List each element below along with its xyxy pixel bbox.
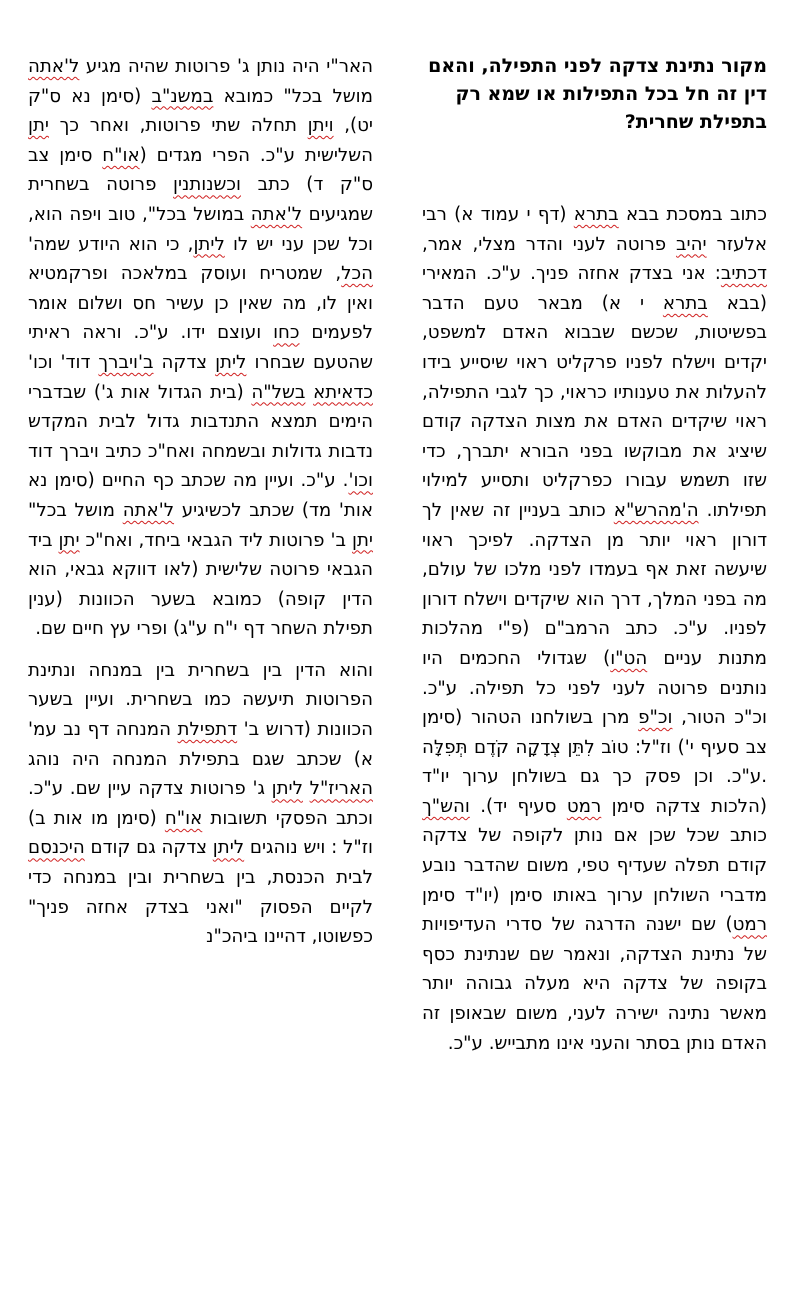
spellcheck-underlined-word: ליתן xyxy=(271,778,303,800)
left-column xyxy=(28,52,373,952)
text-run: צדקה xyxy=(153,351,216,373)
text-run: סעיף יד). xyxy=(469,795,567,817)
spellcheck-underlined-word: בתרא xyxy=(662,292,708,314)
spellcheck-underlined-word: הכל xyxy=(341,263,373,285)
text-run: . ע"כ. ועיין מה שכתב כף החיים (סימן נא אות' מד) שכתב לכשיגיע xyxy=(28,470,373,521)
spellcheck-underlined-word: וכ"פ xyxy=(638,707,673,729)
spellcheck-underlined-word: רמט xyxy=(732,914,767,936)
text-run xyxy=(303,778,310,799)
text-run: ביד הגבאי פרוטה שלישית (לאו דווקא גבאי, הוא הדין קופה) כמובא בשער הכוונות (ענין תפילת השחר דף י"ח ע"ג) ופרי עץ חיים שם. xyxy=(28,529,373,640)
body-paragraph xyxy=(28,656,373,952)
text-run: ) שם ישנה הדרגה של סדרי העדיפויות של נתינת הצדקה, ונאמר שם שנתינת כסף בקופה של צדקה היא מעלה גבוהה יותר מאשר נתינה ישירה לעני, משום שבאופן זה האדם נותן בסתר והעני אינו מתבייש. ע"כ. xyxy=(422,914,767,1054)
spellcheck-underlined-word: ל'אתה xyxy=(250,203,303,225)
spellcheck-underlined-word: ל'אתה xyxy=(28,56,80,77)
text-run: ועוצם ידו. ע"כ. וראה ראיתי שהטעם שבחרו xyxy=(28,322,373,373)
right-column xyxy=(422,52,767,1058)
text-run: פרוטה בשחרית שמגיעים xyxy=(28,174,373,225)
text-run: מושל בכל" xyxy=(28,499,123,521)
body-paragraph xyxy=(28,52,373,644)
text-run: (דף י עמוד א) רבי אלעזר xyxy=(422,204,767,255)
spellcheck-underlined-word: בשל"ה xyxy=(251,381,306,403)
text-run: ) שגדולי החכמים היו נותנים פרוטה לעני לפני כל תפילה. ע"כ. וכ"כ הטור, xyxy=(422,647,767,729)
text-run: השלישית ע"כ. הפרי מגדים ( xyxy=(139,144,374,166)
spellcheck-underlined-word: ב'ויברך xyxy=(98,351,154,373)
spellcheck-underlined-word: יתן xyxy=(58,529,80,551)
spellcheck-underlined-word: ויתן xyxy=(307,115,334,137)
spellcheck-underlined-word: יהיב xyxy=(676,233,707,255)
spellcheck-underlined-word: רמט xyxy=(566,795,602,817)
text-run: (בית הגדול אות ג') שבדברי הימים תמצא התנדבות גדול לבית המקדש נדבות גדולות ובשמחה ואח"כ כתיב ויברך דוד xyxy=(28,381,373,462)
article-title: מקור נתינת צדקה לפני התפילה, והאם דין זה חל בכל התפילות או שמא רק בתפילת שחרית? xyxy=(428,55,767,133)
spellcheck-underlined-word: והש"ך xyxy=(422,795,470,817)
spellcheck-underlined-word: ליתן xyxy=(193,233,225,255)
text-run: המנחה דף נב עמ' א) שכתב שגם בתפילת המנחה היה נוהג xyxy=(28,719,373,770)
text-run: במושל בכל", טוב ויפה הוא, וכל שכן עני יש לו xyxy=(28,203,373,255)
text-run: , כי הוא היודע שמה' xyxy=(28,233,194,255)
text-run: , שמטריח ועוסק במלאכה ופרקמטיא ואין לו, מה שאין כן עשיר חס ושלום אומר לפעמים xyxy=(28,263,373,344)
spellcheck-underlined-word: האריז"ל xyxy=(309,778,373,800)
spellcheck-underlined-word: כדאיתא xyxy=(313,381,373,403)
spellcheck-underlined-word: בתרא xyxy=(573,204,619,225)
text-run: לבית הכנסת, בין בשחרית ובין במנחה כדי לקיים הפסוק "ואני בצדק אחזה פניך" כפשוטו, דהיינו ביהכ"נ xyxy=(28,867,373,948)
text-run: והוא הדין בין בשחרית בין במנחה ונתינת הפרוטות תיעשה כמו בשחרית. ועיין בשער הכוונות (דרוש ב' xyxy=(28,659,373,741)
spellcheck-underlined-word: ליתן xyxy=(215,351,247,373)
text-run: תחלה שתי פרוטות, ואחר כך xyxy=(48,115,308,137)
spellcheck-underlined-word: או"ח xyxy=(164,807,203,829)
text-run: האר"י היה נותן ג' פרוטות שהיה מגיע xyxy=(79,56,373,77)
spellcheck-underlined-word: הט"ו xyxy=(610,647,648,669)
spellcheck-underlined-word: או"ח xyxy=(102,144,140,166)
text-run: ג' פרוטות צדקה עיין שם. ע"כ. וכתב הפסקי תשובות xyxy=(28,778,373,829)
text-run: מרן בשולחנו הטהור (סימן צב סעיף י') וז"ל: טוֹב לִתֵּן צְדָקָה קֹדֶם תְּפִלָּה .ע"כ. וכן פסק כך גם בשולחן ערוך יו"ד (הלכות צדקה סימן xyxy=(422,707,768,817)
spellcheck-underlined-word: במשנ"ב xyxy=(151,85,214,107)
spellcheck-underlined-word: ליתן xyxy=(212,837,245,859)
text-run: סימן צב ס"ק ד) כתב xyxy=(28,144,373,196)
text-run: י א) מבאר טעם הדבר בפשיטות, שכשם שבבוא האדם למשפט, יקדים וישלח לפניו פרקליט ראוי שיסייע בידו להעלות את טענותיו כראוי, כך לגבי התפילה, ראוי שיקדים האדם את מצות הצדקה קודם שיציג את מבוקשו בפני הבורא יתברך, כדי שזו תשמש עבורו כפרקליט ותסייע למילוי תפילתו. xyxy=(422,292,768,521)
text-run: דוד' וכו' xyxy=(28,351,99,373)
text-run: מושל בכל" כמובא xyxy=(213,85,373,107)
spellcheck-underlined-word: ה'מהרש"א xyxy=(613,499,699,521)
spellcheck-underlined-word: דתפילת xyxy=(177,719,238,741)
text-run: (סימן נא ס"ק יט), xyxy=(28,85,373,137)
body-paragraph xyxy=(422,200,767,1058)
text-run xyxy=(305,382,313,403)
text-run: ב' פרוטות ליד הגבאי ביחד, ואח"כ xyxy=(79,529,353,551)
spellcheck-underlined-word: היכנסם xyxy=(28,837,85,859)
text-run: : אני בצדק אחזה פניך. ע"כ. המאירי (בבא xyxy=(422,263,767,314)
text-run: צדקה גם קודם xyxy=(84,837,213,859)
spellcheck-underlined-word: וכשנותנין xyxy=(173,174,241,196)
text-run: כותב שכל שכן אם נותן לקופה של צדקה קודם תפלה שעדיף טפי, משום שהדבר נובע מדברי השולחן ערוך באותו סימן (יו"ד סימן xyxy=(422,825,767,906)
spellcheck-underlined-word: יתן xyxy=(28,115,49,137)
spellcheck-underlined-word: ל'אתה xyxy=(122,499,175,521)
spellcheck-underlined-word: דכתיב xyxy=(720,263,767,285)
text-run: (סימן מו אות ב) וז"ל : ויש נוהגים xyxy=(28,807,373,859)
spellcheck-underlined-word: וכו' xyxy=(348,470,373,492)
text-run: כותב בעניין זה שאין לך דורון ראוי יותר מן הצדקה. לפיכך ראוי שיעשה זאת אף בעמדו לפני מלכו של עולם, מה בפני המלך, דרך הוא שיקדים וישלח דורון לפניו. ע"כ. כתב הרמב"ם (פ"י מהלכות מתנות עניים xyxy=(422,499,768,669)
text-run: פרוטה לעני והדר מצלי, אמר, xyxy=(422,233,677,255)
spellcheck-underlined-word: כחו xyxy=(273,322,300,344)
text-run: כתוב במסכת בבא xyxy=(618,204,767,225)
spellcheck-underlined-word: יתן xyxy=(352,529,373,551)
